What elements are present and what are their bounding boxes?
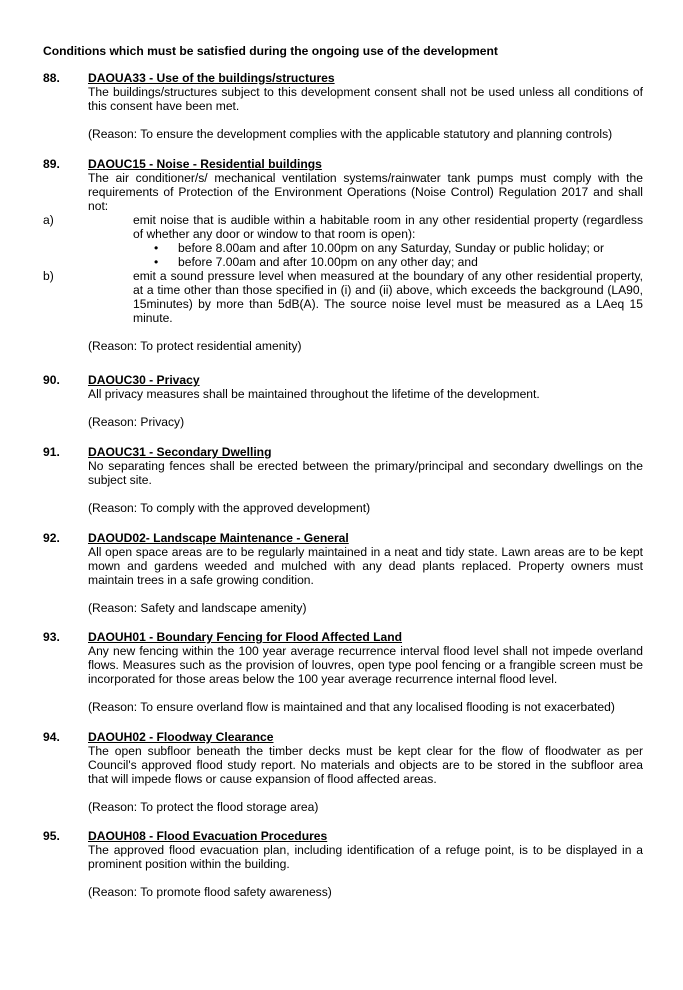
condition-95	[43, 829, 643, 899]
condition-text: All open space areas are to be regularly maintained in a neat and tidy state. Lawn areas are to be kept mown and gardens weeded and mulched with any dead plants replaced. Property owners must maintain trees in a safe growing condition.	[88, 545, 643, 587]
condition-number: 93.	[43, 630, 60, 644]
condition-number: 88.	[43, 71, 60, 85]
condition-text: The open subfloor beneath the timber decks must be kept clear for the flow of floodwater as per Council's approved flood study report. No materials and objects are to be stored in the subfloor area that will impede flows or cause expansion of flood affected areas.	[88, 744, 643, 786]
condition-title: DAOUC30 - Privacy	[88, 373, 200, 387]
condition-reason: (Reason: To protect the flood storage area)	[88, 800, 319, 814]
condition-number: 90.	[43, 373, 60, 387]
sub-item-label: a)	[43, 213, 54, 227]
condition-number: 91.	[43, 445, 60, 459]
condition-reason: (Reason: To protect residential amenity)	[88, 339, 302, 353]
condition-title: DAOUD02- Landscape Maintenance - General	[88, 531, 349, 545]
condition-text: No separating fences shall be erected between the primary/principal and secondary dwellings on the subject site.	[88, 459, 643, 487]
condition-93	[43, 630, 643, 714]
condition-reason: (Reason: Safety and landscape amenity)	[88, 601, 307, 615]
condition-title: DAOUH02 - Floodway Clearance	[88, 730, 274, 744]
sub-item-text: emit noise that is audible within a habitable room in any other residential property (regardless of whether any door or window to that room is open):	[133, 213, 643, 241]
condition-reason: (Reason: To ensure the development complies with the applicable statutory and planning controls)	[88, 127, 613, 141]
sub-item-a	[43, 213, 643, 269]
sub-item-text: emit a sound pressure level when measured at the boundary of any other residential property, at a time other than those specified in (i) and (ii) above, which exceeds the background (LA90, 15minutes) by more than 5dB(A). The source noise level must be measured as a LAeq 15 minute.	[133, 269, 643, 325]
bullet-icon: •	[154, 241, 159, 255]
condition-88	[43, 71, 643, 141]
bullet-item: • before 8.00am and after 10.00pm on any Saturday, Sunday or public holiday; or	[154, 241, 605, 255]
condition-number: 92.	[43, 531, 60, 545]
condition-reason: (Reason: To comply with the approved development)	[88, 501, 371, 515]
condition-title: DAOUH08 - Flood Evacuation Procedures	[88, 829, 328, 843]
sub-item-label: b)	[43, 269, 54, 283]
condition-reason: (Reason: To promote flood safety awareness)	[88, 885, 332, 899]
condition-94	[43, 730, 643, 814]
condition-text: Any new fencing within the 100 year average recurrence interval flood level shall not impede overland flows. Measures such as the provision of louvres, open type pool fencing or a frangible screen must be incorporated for those areas below the 100 year average recurrence internal flood level.	[88, 644, 643, 686]
condition-text: The air conditioner/s/ mechanical ventilation systems/rainwater tank pumps must comply with the requirements of Protection of the Environment Operations (Noise Control) Regulation 2017 and shall not:	[88, 171, 643, 213]
condition-90	[43, 373, 643, 429]
condition-title: DAOUH01 - Boundary Fencing for Flood Affected Land	[88, 630, 402, 644]
condition-89	[43, 157, 643, 353]
bullet-item: • before 7.00am and after 10.00pm on any other day; and	[154, 255, 478, 269]
condition-number: 89.	[43, 157, 60, 171]
condition-text: The approved flood evacuation plan, including identification of a refuge point, is to be displayed in a prominent position within the building.	[88, 843, 643, 871]
section-heading: Conditions which must be satisfied during the ongoing use of the development	[43, 44, 498, 58]
condition-text: All privacy measures shall be maintained throughout the lifetime of the development.	[88, 387, 540, 401]
condition-title: DAOUC15 - Noise - Residential buildings	[88, 157, 322, 171]
bullet-list	[133, 241, 643, 269]
condition-reason: (Reason: To ensure overland flow is maintained and that any localised flooding is not exacerbated)	[88, 700, 615, 714]
condition-title: DAOUA33 - Use of the buildings/structures	[88, 71, 335, 85]
condition-title: DAOUC31 - Secondary Dwelling	[88, 445, 272, 459]
condition-number: 95.	[43, 829, 60, 843]
condition-91	[43, 445, 643, 515]
condition-92	[43, 531, 643, 615]
condition-number: 94.	[43, 730, 60, 744]
condition-reason: (Reason: Privacy)	[88, 415, 185, 429]
condition-text: The buildings/structures subject to this development consent shall not be used unless all conditions of this consent have been met.	[88, 85, 643, 113]
bullet-icon: •	[154, 255, 159, 269]
sub-item-b	[43, 269, 643, 325]
